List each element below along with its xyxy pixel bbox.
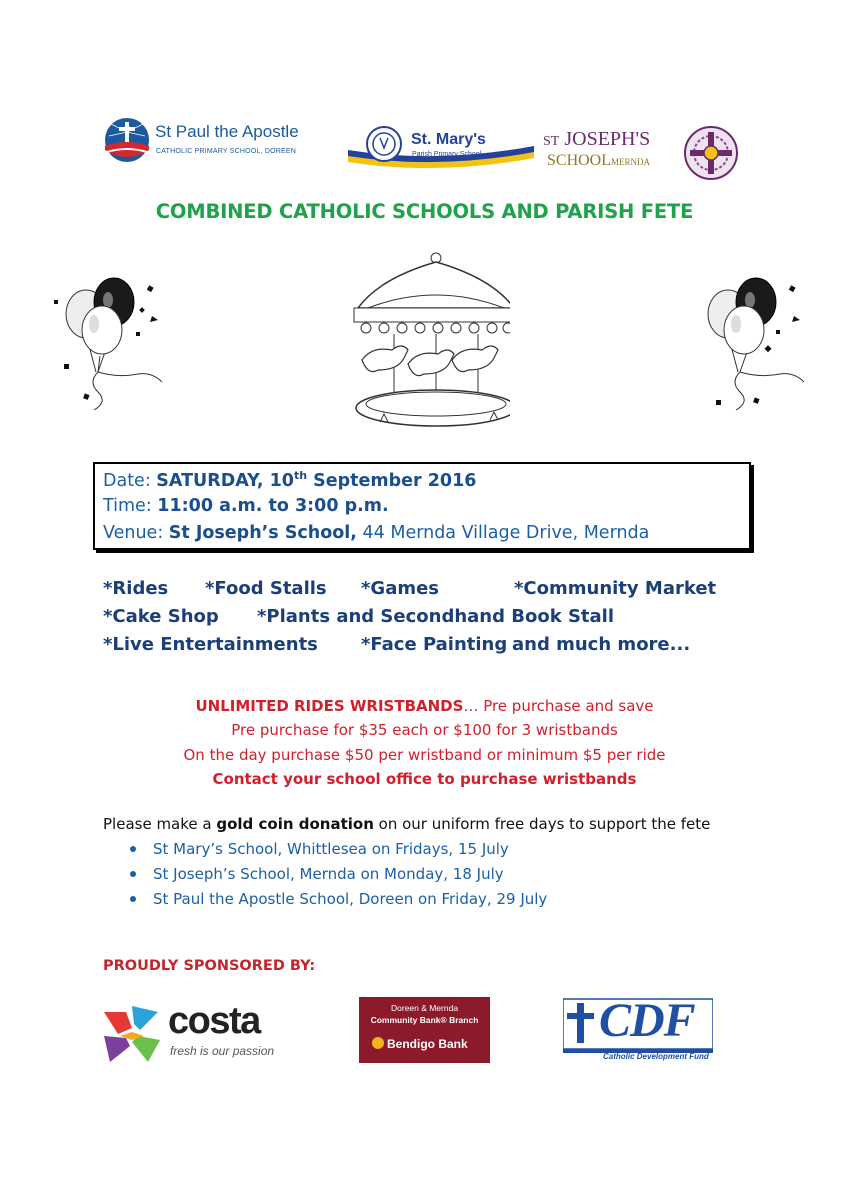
donation-days-list [130, 838, 547, 913]
wristband-headline [0, 697, 849, 715]
bendigo-bank-logo [359, 997, 490, 1063]
activity-plants-books: *Plants and Secondhand Book Stall [257, 606, 615, 627]
costa-tagline: fresh is our passion [170, 1044, 275, 1058]
date-line [103, 469, 476, 491]
event-info-box [93, 462, 751, 550]
activity-face-painting: *Face Painting [361, 634, 508, 655]
page-title: COMBINED CATHOLIC SCHOOLS AND PARISH FETE [155, 200, 694, 223]
donation-day-st-joseph: St Joseph’s School, Mernda on Monday, 18 July [153, 865, 504, 883]
balloons-right-icon [690, 272, 810, 412]
venue-label: Venue: [103, 523, 169, 543]
st-joseph-line1: st JOSEPH'S [543, 128, 651, 150]
venue-address: 44 Mernda Village Drive, Mernda [356, 523, 650, 543]
donation-intro-pre: Please make a [103, 815, 217, 833]
activity-more: and much more... [512, 634, 691, 655]
date-day: SATURDAY, 10 [156, 470, 294, 491]
wristband-headline-rest: … Pre purchase and save [463, 697, 654, 715]
activity-community-market: *Community Market [514, 578, 717, 599]
st-paul-subtitle: CATHOLIC PRIMARY SCHOOL, DOREEN [156, 148, 297, 155]
cdf-subtitle: Catholic Development Fund [603, 1052, 709, 1061]
time-line [103, 496, 389, 516]
donation-intro-post: on our uniform free days to support the fete [373, 815, 711, 833]
list-item [130, 888, 547, 913]
st-joseph-logo [543, 124, 741, 184]
balloons-left-icon [48, 272, 168, 412]
wristband-headline-bold: UNLIMITED RIDES WRISTBANDS [195, 697, 464, 715]
costa-logo [104, 1000, 294, 1066]
list-item [130, 863, 547, 888]
st-paul-logo [103, 116, 323, 170]
activity-rides: *Rides [103, 578, 169, 599]
wristband-prepurchase: Pre purchase for $35 each or $100 for 3 wristbands [231, 721, 618, 739]
wristband-contact: Contact your school office to purchase wristbands [212, 770, 637, 788]
carousel-icon [340, 248, 510, 438]
date-superscript: th [293, 469, 308, 482]
date-rest: September 2016 [307, 470, 477, 491]
activity-cake-shop: *Cake Shop [103, 606, 219, 627]
costa-name: costa [168, 1000, 260, 1042]
st-mary-subtitle: Parish Primary School [412, 151, 482, 158]
bullet-icon [130, 846, 136, 852]
time-label: Time: [103, 496, 158, 516]
bullet-icon [130, 871, 136, 877]
st-joseph-emblem-icon [683, 124, 739, 182]
st-paul-emblem-icon [103, 116, 151, 168]
sponsored-by-label: PROUDLY SPONSORED BY: [103, 958, 316, 974]
donation-intro-bold: gold coin donation [216, 815, 374, 833]
cdf-name: CDF [599, 994, 695, 1047]
bendigo-mark-icon [372, 1037, 384, 1049]
activity-games: *Games [361, 578, 440, 599]
wristband-on-the-day: On the day purchase $50 per wristband or minimum $5 per ride [183, 746, 666, 764]
venue-name: St Joseph’s School, [168, 523, 357, 543]
st-mary-name: St. Mary's [411, 131, 486, 148]
cdf-logo [563, 994, 713, 1065]
st-mary-logo [348, 124, 534, 174]
st-joseph-line2: SCHOOLMERNDA [547, 152, 651, 169]
bendigo-line3: Bendigo Bank [387, 1037, 468, 1051]
date-label: Date: [103, 470, 157, 491]
donation-day-st-mary: St Mary’s School, Whittlesea on Fridays, 15 July [153, 840, 509, 858]
bendigo-line2: Community Bank® Branch [370, 1015, 479, 1025]
venue-line [103, 523, 649, 543]
donation-intro [103, 815, 710, 833]
donation-day-st-paul: St Paul the Apostle School, Doreen on Friday, 29 July [153, 890, 548, 908]
activity-live-entertainment: *Live Entertainments [103, 634, 318, 655]
st-paul-name: St Paul the Apostle [155, 122, 299, 141]
costa-mark-icon [104, 1006, 160, 1062]
bendigo-line1: Doreen & Mernda [390, 1003, 459, 1013]
time-value: 11:00 a.m. to 3:00 p.m. [157, 496, 389, 516]
list-item [130, 838, 547, 863]
activity-food-stalls: *Food Stalls [205, 578, 327, 599]
bullet-icon [130, 896, 136, 902]
